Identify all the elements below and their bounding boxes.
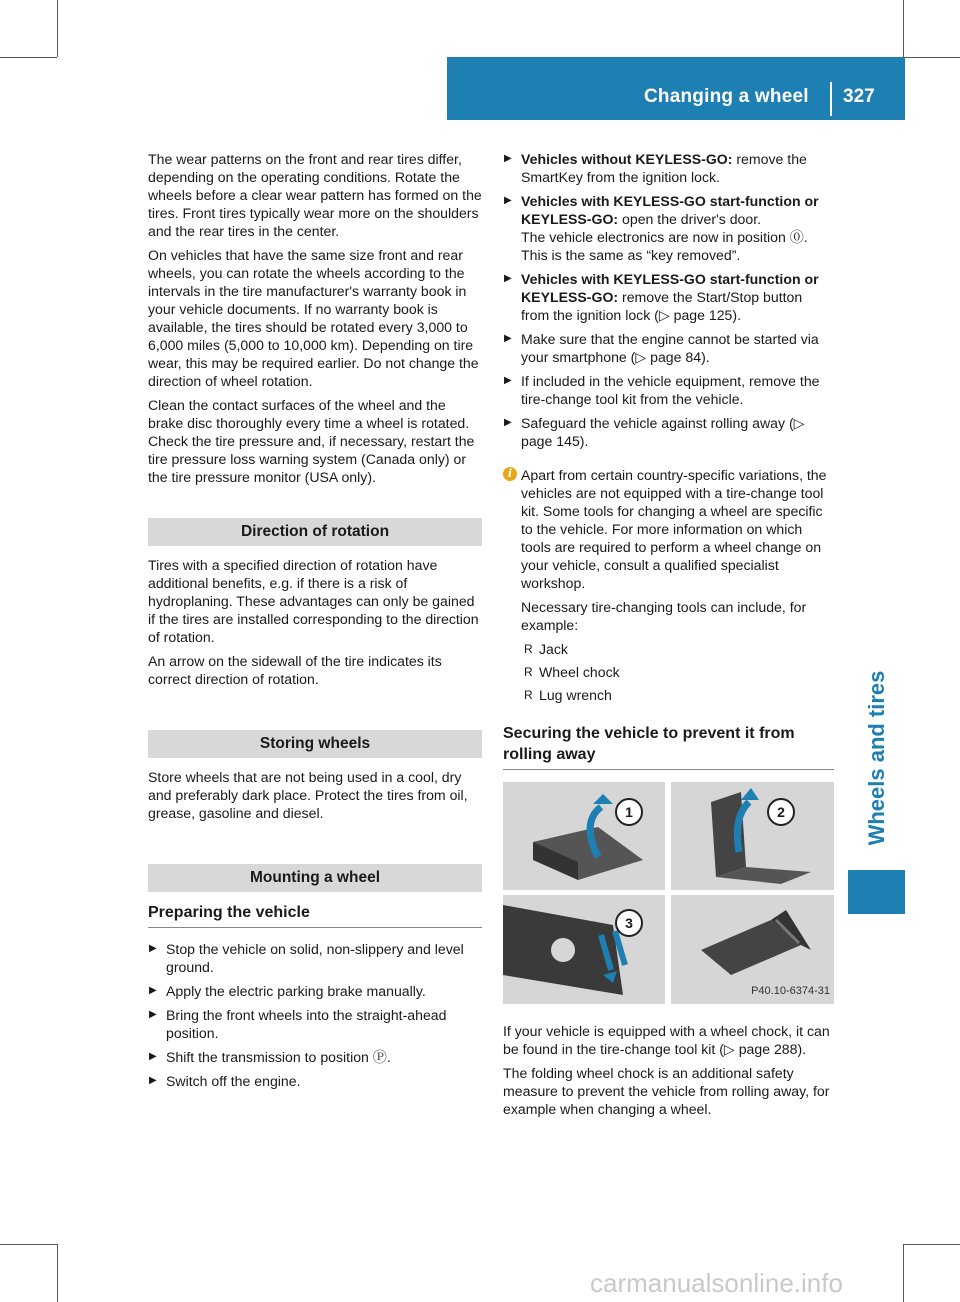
step-condition: Vehicles with KEYLESS-GO start-function or KEYLESS-GO: [521, 271, 819, 305]
section-heading-storing: Storing wheels [148, 730, 482, 758]
figure-panel-2 [671, 782, 834, 890]
step-text: remove the SmartKey from the ignition lock. [521, 151, 807, 185]
instruction-step: ▶ Switch off the engine. [148, 1072, 482, 1090]
paragraph: An arrow on the sidewall of the tire indicates its correct direction of rotation. [148, 653, 442, 687]
callout-2: 2 [767, 798, 795, 826]
chapter-label: Wheels and tires [863, 670, 889, 845]
instruction-step [503, 372, 834, 408]
step-text: open the driver's door. [618, 211, 762, 227]
step-text: remove the Start/Stop button from the ignition lock (▷ page 125). [521, 289, 803, 323]
section-heading-direction: Direction of rotation [148, 518, 482, 546]
crop-mark [0, 1244, 57, 1245]
paragraph: If your vehicle is equipped with a wheel chock, it can be found in the tire-change tool kit (▷ page 288). [503, 1023, 830, 1057]
intro-paragraph: On vehicles that have the same size front and rear wheels, you can rotate the wheels according to the intervals in the tire manufacturer's warranty book in your vehicle documents. If no warranty book is available, the tires should be rotated every 3,000 to 6,000 miles (5,000 to 10,000 km). Depending on tire wear, this may be required earlier. Do not change the direction of wheel rotation. [148, 247, 479, 389]
instruction-step [503, 270, 834, 324]
intro-paragraph: Clean the contact surfaces of the wheel and the brake disc thoroughly every time a wheel is rotated. Check the tire pressure and, if necessary, restart the tire pressure loss warning system (Canada only) or the tire pressure monitor (USA only). [148, 397, 475, 485]
step-result: The vehicle electronics are now in position ⓪. This is the same as “key removed”. [521, 229, 808, 263]
paragraph: Store wheels that are not being used in a cool, dry and preferably dark place. Protect the tires from oil, grease, gasoline and diesel. [148, 769, 468, 821]
paragraph: The folding wheel chock is an additional safety measure to prevent the vehicle from rolling away, for example when changing a wheel. [503, 1065, 830, 1117]
crop-mark [57, 1244, 58, 1302]
crop-mark [903, 1244, 904, 1302]
wheel-chock-unfold-icon [503, 895, 665, 1004]
step-condition: Vehicles without KEYLESS-GO: [521, 151, 733, 167]
chapter-tab-block [848, 870, 905, 914]
crop-mark [903, 1244, 960, 1245]
info-icon: i [503, 467, 517, 481]
step-condition: Vehicles with KEYLESS-GO start-function or KEYLESS-GO: [521, 193, 819, 227]
list-item: R Lug wrench [521, 686, 834, 704]
list-item: R Wheel chock [521, 663, 834, 681]
paragraph: Tires with a specified direction of rotation have additional benefits, e.g. if there is a risk of hydroplaning. These advantages can only be gained if the tires are installed corresponding to the direction of rotation. [148, 557, 479, 645]
watermark: carmanualsonline.info [590, 1268, 843, 1298]
info-note [503, 466, 834, 704]
wheel-chock-raised-icon [671, 782, 834, 890]
intro-paragraph: The wear patterns on the front and rear tires differ, depending on the operating conditions. Rotate the wheels before a clear wear pattern has formed on the tires. Front tires typically wear more on the shoulders and the rear tires in the center. [148, 151, 482, 239]
instruction-step: ▶ Apply the electric parking brake manually. [148, 982, 482, 1000]
crop-mark [57, 0, 58, 57]
step-text: Safeguard the vehicle against rolling away (▷ page 145). [521, 415, 805, 449]
figure-code: P40.10-6374-31 [751, 985, 830, 997]
section-heading-mounting: Mounting a wheel [148, 864, 482, 892]
list-item: R Jack [521, 640, 834, 658]
instruction-step: ▶ Stop the vehicle on solid, non-slippery and level ground. [148, 940, 482, 976]
figure-panel-4 [671, 895, 834, 1004]
page-title: Changing a wheel [644, 86, 809, 107]
crop-mark [903, 57, 960, 58]
wheel-chock-folded-icon [503, 782, 665, 890]
figure-panel-1 [503, 782, 665, 890]
callout-3: 3 [615, 909, 643, 937]
callout-1: 1 [615, 798, 643, 826]
chapter-side-tab [848, 655, 905, 860]
right-column [503, 150, 834, 1124]
crop-mark [903, 0, 904, 57]
crop-mark [0, 57, 57, 58]
note-paragraph: Apart from certain country-specific variations, the vehicles are not equipped with a tire-change tool kit. Some tools for changing a wheel are specific to the vehicle. For more information on which tools are required to perform a wheel change on your vehicle, consult a qualified specialist workshop. [521, 467, 827, 591]
subheading-preparing: Preparing the vehicle [148, 902, 482, 928]
instruction-step [503, 330, 834, 366]
left-column [148, 150, 482, 1096]
instruction-step [503, 150, 834, 186]
wheel-chock-figure [503, 782, 834, 1004]
instruction-step [503, 192, 834, 264]
page-number: 327 [843, 86, 875, 107]
step-text: If included in the vehicle equipment, remove the tire-change tool kit from the vehicle. [521, 373, 820, 407]
header-divider [830, 82, 832, 116]
instruction-step: ▶ Bring the front wheels into the straight-ahead position. [148, 1006, 482, 1042]
subheading-securing: Securing the vehicle to prevent it from rolling away [503, 723, 834, 770]
note-paragraph: Necessary tire-changing tools can include, for example: [521, 599, 807, 633]
figure-panel-3 [503, 895, 665, 1004]
instruction-step [503, 414, 834, 450]
step-text: Make sure that the engine cannot be started via your smartphone (▷ page 84). [521, 331, 819, 365]
instruction-step: ▶ Shift the transmission to position Ⓟ. [148, 1048, 482, 1066]
